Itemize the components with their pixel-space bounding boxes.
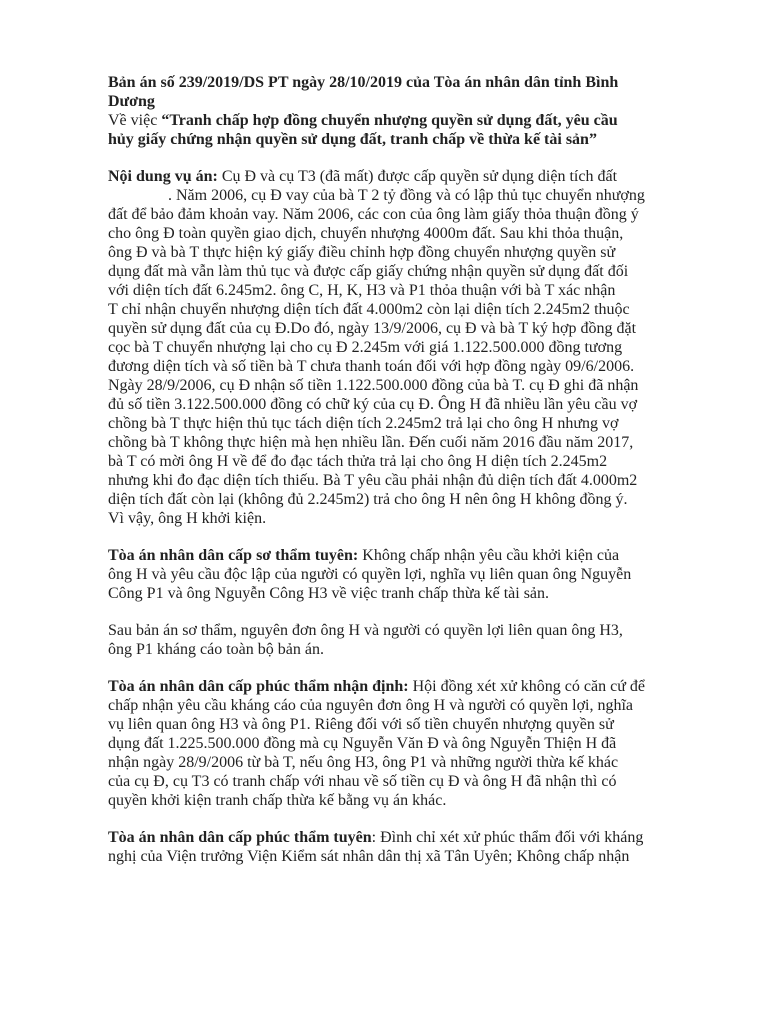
paragraph-line: cọc bà T chuyển nhượng lại cho cụ Đ 2.245m với giá 1.122.500.000 đồng tương	[108, 339, 623, 356]
appeal-findings-paragraph	[108, 677, 728, 810]
paragraph-line	[108, 186, 728, 205]
paragraph-line: Sau bản án sơ thẩm, nguyên đơn ông H và người có quyền lợi liên quan ông H3,	[108, 622, 623, 639]
first-instance-paragraph	[108, 546, 728, 603]
case-content-first-line: Cụ Đ và cụ T3 (đã mất) được cấp quyền sử dụng diện tích đất	[217, 168, 618, 185]
paragraph-line: chấp nhận yêu cầu kháng cáo của nguyên đơn ông H và người có quyền lợi, nghĩa	[108, 697, 634, 714]
appeal-ruling-first-line: : Đình chỉ xét xử phúc thẩm đối với kháng	[371, 829, 644, 846]
paragraph-line: T chỉ nhận chuyển nhượng diện tích đất 4.000m2 còn lại diện tích 2.245m2 thuộc	[108, 301, 630, 318]
paragraph-line: chồng bà T thực hiện thủ tục tách diện tích 2.245m2 trả lại cho ông H nhưng vợ	[108, 415, 619, 432]
heading-title-line: Dương	[108, 93, 155, 110]
appeal-ruling-label: Tòa án nhân dân cấp phúc thẩm tuyên	[108, 829, 372, 846]
paragraph-line: nghị của Viện trưởng Viện Kiểm sát nhân dân thị xã Tân Uyên; Không chấp nhận	[108, 848, 630, 865]
paragraph-line: cho ông Đ toàn quyền giao dịch, chuyển nhượng 4000m đất. Sau khi thỏa thuận,	[108, 225, 624, 242]
paragraph-line: đất để bảo đảm khoản vay. Năm 2006, các con của ông làm giấy thỏa thuận đồng ý	[108, 206, 639, 223]
paragraph-line: của cụ Đ, cụ T3 có tranh chấp với nhau về số tiền cụ Đ và ông H đã nhận thì có	[108, 773, 617, 790]
heading-subject-text: “Tranh chấp hợp đồng chuyển nhượng quyền sử dụng đất, yêu cầu	[161, 112, 618, 129]
paragraph-line: nhận ngày 28/9/2006 từ bà T, nếu ông H3, ông P1 và những người thừa kế khác	[108, 754, 619, 771]
paragraph-line: vụ liên quan ông H3 và ông P1. Riêng đối với số tiền chuyển nhượng quyền sử	[108, 716, 614, 733]
paragraph-line	[108, 677, 728, 696]
paragraph-line: Công P1 và ông Nguyễn Công H3 về việc tranh chấp thừa kế tài sản.	[108, 585, 550, 602]
paragraph-line: với diện tích đất 6.245m2. ông C, H, K, H3 và P1 thỏa thuận với bà T xác nhận	[108, 282, 616, 299]
paragraph-line: nhưng khi đo đạc diện tích thiếu. Bà T yêu cầu phải nhận đủ diện tích đất 4.000m2	[108, 472, 638, 489]
appeal-findings-label: Tòa án nhân dân cấp phúc thẩm nhận định:	[108, 678, 409, 695]
paragraph-line: đủ số tiền 3.122.500.000 đồng có chữ ký của cụ Đ. Ông H đã nhiều lần yêu cầu vợ	[108, 396, 638, 413]
heading-subject-line	[108, 111, 728, 130]
paragraph-line: Ngày 28/9/2006, cụ Đ nhận số tiền 1.122.500.000 đồng của bà T. cụ Đ ghi đã nhận	[108, 377, 639, 394]
paragraph-line: bà T có mời ông H về để đo đạc tách thửa trả lại cho ông H diện tích 2.245m2	[108, 453, 608, 470]
first-instance-first-line: Không chấp nhận yêu cầu khởi kiện của	[358, 547, 620, 564]
appeal-filed-paragraph	[108, 621, 728, 659]
paragraph-line: chồng bà T không thực hiện mà hẹn nhiều lần. Đến cuối năm 2016 đầu năm 2017,	[108, 434, 634, 451]
document-heading	[108, 73, 728, 149]
case-content-label: Nội dung vụ án:	[108, 168, 218, 185]
first-instance-label: Tòa án nhân dân cấp sơ thẩm tuyên:	[108, 547, 359, 564]
document-body	[108, 73, 728, 884]
paragraph-line: diện tích đất còn lại (không đủ 2.245m2) trả cho ông H nên ông H không đồng ý.	[108, 491, 628, 508]
paragraph-line: Vì vậy, ông H khởi kiện.	[108, 510, 267, 527]
heading-subject-prefix: Về việc	[108, 112, 162, 129]
paragraph-line-text: . Năm 2006, cụ Đ vay của bà T 2 tỷ đồng và có lập thủ tục chuyển nhượng	[168, 187, 645, 204]
paragraph-line: ông H và yêu cầu độc lập của người có quyền lợi, nghĩa vụ liên quan ông Nguyễn	[108, 566, 632, 583]
paragraph-line	[108, 828, 728, 847]
paragraph-line	[108, 546, 728, 565]
paragraph-line: ông Đ và bà T thực hiện ký giấy điều chỉnh hợp đồng chuyển nhượng quyền sử	[108, 244, 616, 261]
paragraph-line: quyền sử dụng đất của cụ Đ.Do đó, ngày 13/9/2006, cụ Đ và bà T ký hợp đồng đặt	[108, 320, 637, 337]
appeal-ruling-paragraph	[108, 828, 728, 866]
paragraph-line: quyền khởi kiện tranh chấp thừa kế bằng vụ án khác.	[108, 792, 447, 809]
paragraph-line: đương diện tích và số tiền bà T chưa thanh toán đối với hợp đồng ngày 09/6/2006.	[108, 358, 635, 375]
heading-title-line: Bản án số 239/2019/DS PT ngày 28/10/2019 của Tòa án nhân dân tỉnh Bình	[108, 74, 619, 91]
appeal-findings-first-line: Hội đồng xét xử không có căn cứ để	[408, 678, 645, 695]
paragraph-line: dụng đất mà vẫn làm thủ tục và được cấp giấy chứng nhận quyền sử dụng đất đối	[108, 263, 629, 280]
paragraph-line	[108, 167, 728, 186]
paragraph-line: ông P1 kháng cáo toàn bộ bản án.	[108, 641, 324, 658]
paragraph-line: dụng đất 1.225.500.000 đồng mà cụ Nguyễn Văn Đ và ông Nguyễn Thiện H đã	[108, 735, 617, 752]
case-content-paragraph	[108, 167, 728, 528]
heading-subject-line: hủy giấy chứng nhận quyền sử dụng đất, tranh chấp về thừa kế tài sản”	[108, 131, 597, 148]
